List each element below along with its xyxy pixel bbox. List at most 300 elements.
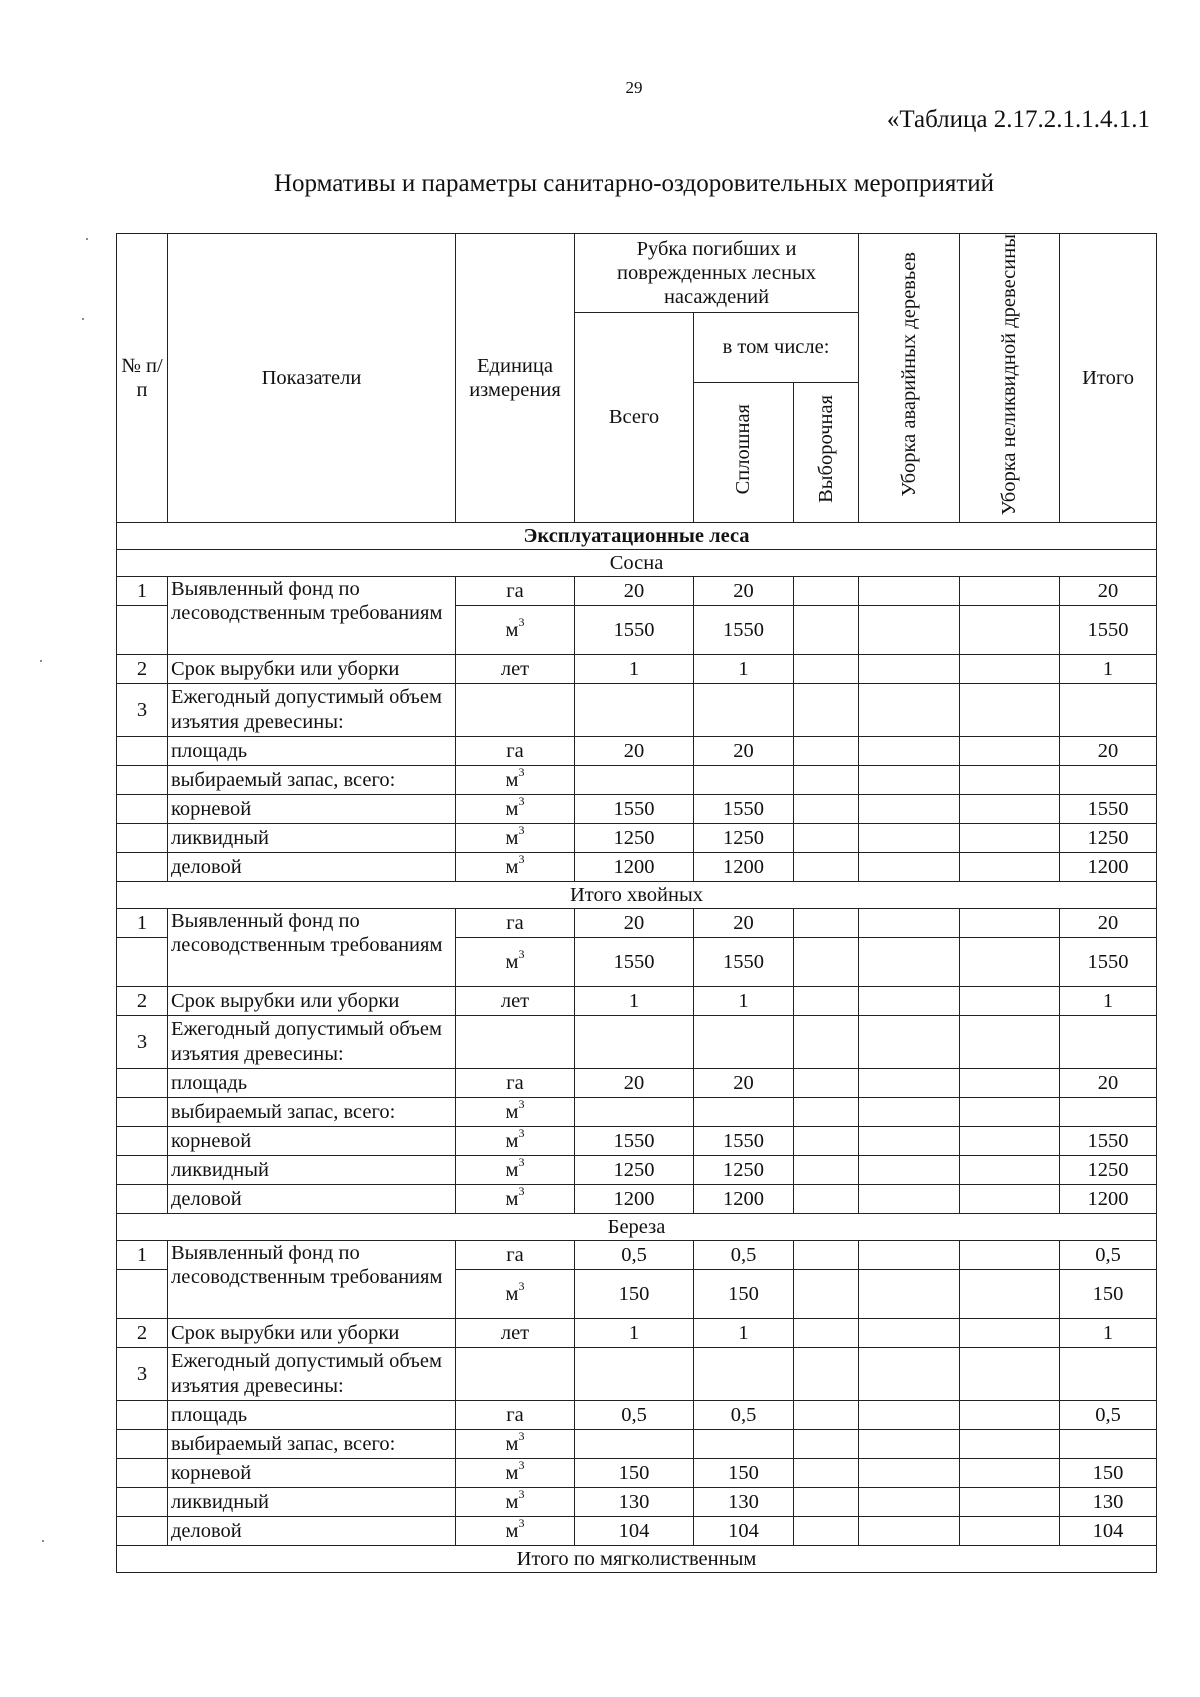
cell-splosh [694, 1097, 794, 1126]
unit-text: м [505, 768, 519, 791]
header-unit: Единица измерения [456, 234, 575, 523]
header-emergency-cell [859, 234, 960, 523]
cell-avar [859, 1516, 960, 1545]
group-title: Сосна [117, 549, 1157, 576]
cell-vsego: 1200 [575, 1184, 694, 1213]
row-num [117, 937, 168, 986]
cell-avar [859, 605, 960, 654]
row-label: деловой [168, 852, 456, 881]
table-row [117, 1487, 1157, 1516]
table-row [117, 1458, 1157, 1487]
unit-text: м [505, 1282, 519, 1305]
cell-avar [859, 852, 960, 881]
table-row [117, 1347, 1157, 1400]
unit-exponent: 3 [518, 1125, 525, 1140]
cell-splosh: 150 [694, 1269, 794, 1318]
cell-splosh [694, 683, 794, 736]
cell-avar [859, 576, 960, 605]
row-label: площадь [168, 736, 456, 765]
table-row [117, 736, 1157, 765]
unit-exponent: 3 [518, 1278, 525, 1293]
row-unit [456, 1097, 575, 1126]
cell-vsego: 1550 [575, 1126, 694, 1155]
cell-vyb [794, 1269, 859, 1318]
cell-vyb [794, 1155, 859, 1184]
row-num: 3 [117, 1015, 168, 1068]
header-num: № п/п [117, 234, 168, 523]
cell-nelik [960, 852, 1060, 881]
cell-itogo: 1550 [1060, 937, 1157, 986]
cell-vyb [794, 1400, 859, 1429]
cell-itogo: 1200 [1060, 852, 1157, 881]
table-row [117, 1516, 1157, 1545]
cell-splosh: 130 [694, 1487, 794, 1516]
row-unit [456, 1126, 575, 1155]
row-unit [456, 1347, 575, 1400]
cell-nelik [960, 937, 1060, 986]
row-num [117, 1126, 168, 1155]
cell-nelik [960, 683, 1060, 736]
unit-text: га [506, 1403, 524, 1426]
unit-text: м [505, 797, 519, 820]
cell-itogo: 0,5 [1060, 1400, 1157, 1429]
row-unit [456, 1240, 575, 1269]
cell-itogo [1060, 1347, 1157, 1400]
cell-vyb [794, 654, 859, 683]
unit-exponent: 3 [518, 1515, 525, 1530]
row-num: 3 [117, 683, 168, 736]
header-clear: Сплошная [732, 403, 755, 495]
cell-splosh: 1 [694, 1318, 794, 1347]
cell-vsego: 1550 [575, 605, 694, 654]
row-unit [456, 986, 575, 1015]
cell-vyb [794, 823, 859, 852]
cell-nelik [960, 1269, 1060, 1318]
row-unit [456, 937, 575, 986]
cell-splosh: 1550 [694, 605, 794, 654]
cell-splosh: 20 [694, 1068, 794, 1097]
cell-splosh [694, 765, 794, 794]
document-title: Нормативы и параметры санитарно-оздоровительных мероприятий [273, 170, 995, 197]
cell-nelik [960, 1184, 1060, 1213]
cell-itogo: 104 [1060, 1516, 1157, 1545]
cell-vyb [794, 1347, 859, 1400]
row-label-part: Выявленный фонд по [171, 909, 360, 932]
cell-avar [859, 1458, 960, 1487]
unit-text: м [505, 826, 519, 849]
row-unit [456, 1155, 575, 1184]
table-row [117, 852, 1157, 881]
cell-nelik [960, 1347, 1060, 1400]
cell-nelik [960, 1400, 1060, 1429]
cell-splosh: 1250 [694, 1155, 794, 1184]
row-label: корневой [168, 1458, 456, 1487]
cell-vsego: 1250 [575, 823, 694, 852]
cell-vyb [794, 1240, 859, 1269]
cell-itogo: 1 [1060, 986, 1157, 1015]
cell-nelik [960, 1068, 1060, 1097]
row-label: деловой [168, 1184, 456, 1213]
cell-itogo: 1550 [1060, 605, 1157, 654]
unit-exponent: 3 [518, 1486, 525, 1501]
row-label-part: лесоводственным требованиям [171, 1265, 443, 1288]
cell-avar [859, 1400, 960, 1429]
row-unit [456, 1015, 575, 1068]
row-num [117, 1458, 168, 1487]
cell-avar [859, 1126, 960, 1155]
cell-splosh: 1 [694, 986, 794, 1015]
table-row [117, 1068, 1157, 1097]
row-unit [456, 1516, 575, 1545]
row-num [117, 765, 168, 794]
row-num [117, 1097, 168, 1126]
cell-vsego [575, 765, 694, 794]
cell-vsego: 130 [575, 1487, 694, 1516]
row-unit [456, 852, 575, 881]
unit-text: м [505, 1519, 519, 1542]
cell-vyb [794, 576, 859, 605]
table-row [117, 1240, 1157, 1269]
row-num [117, 1068, 168, 1097]
unit-text: м [505, 1432, 519, 1455]
unit-text: лет [500, 989, 530, 1012]
row-label: ликвидный [168, 1487, 456, 1516]
cell-avar [859, 1429, 960, 1458]
unit-text: лет [500, 657, 530, 680]
row-label: корневой [168, 794, 456, 823]
unit-exponent: 3 [518, 793, 525, 808]
group-title: Береза [117, 1213, 1157, 1240]
unit-text: м [505, 1100, 519, 1123]
cell-itogo [1060, 1097, 1157, 1126]
cell-vsego: 1250 [575, 1155, 694, 1184]
unit-text: га [506, 911, 524, 934]
cell-nelik [960, 654, 1060, 683]
row-num [117, 1155, 168, 1184]
header-illiquid: Уборка неликвидной древесины [998, 234, 1021, 516]
unit-text: м [505, 1129, 519, 1152]
row-label: Ежегодный допустимый объем изъятия древесины: [168, 1015, 456, 1068]
table-row [117, 654, 1157, 683]
cell-splosh: 1550 [694, 794, 794, 823]
row-unit [456, 1400, 575, 1429]
row-unit [456, 908, 575, 937]
row-label-part: лесоводственным требованиям [171, 933, 443, 956]
row-label: корневой [168, 1126, 456, 1155]
table-row [117, 765, 1157, 794]
cell-itogo: 1200 [1060, 1184, 1157, 1213]
table-row [117, 1126, 1157, 1155]
cell-vyb [794, 1429, 859, 1458]
cell-vsego: 150 [575, 1269, 694, 1318]
cell-nelik [960, 1015, 1060, 1068]
cell-nelik [960, 986, 1060, 1015]
cell-avar [859, 1269, 960, 1318]
unit-text: м [505, 1490, 519, 1513]
cell-itogo [1060, 683, 1157, 736]
cell-vyb [794, 765, 859, 794]
cell-avar [859, 986, 960, 1015]
row-unit [456, 576, 575, 605]
table-row [117, 986, 1157, 1015]
cell-vyb [794, 605, 859, 654]
cell-vyb [794, 1068, 859, 1097]
cell-vyb [794, 908, 859, 937]
header-total: Итого [1060, 234, 1157, 523]
table-row [117, 1184, 1157, 1213]
unit-exponent: 3 [518, 764, 525, 779]
row-label [168, 576, 456, 654]
cell-nelik [960, 576, 1060, 605]
header-selective: Выборочная [814, 395, 837, 503]
row-unit [456, 823, 575, 852]
cell-splosh: 1250 [694, 823, 794, 852]
row-num [117, 823, 168, 852]
cell-vyb [794, 852, 859, 881]
cell-vsego: 0,5 [575, 1240, 694, 1269]
header-emergency: Уборка аварийных деревьев [897, 252, 920, 498]
cell-splosh: 150 [694, 1458, 794, 1487]
unit-exponent: 3 [518, 946, 525, 961]
row-num [117, 1184, 168, 1213]
cell-itogo: 20 [1060, 736, 1157, 765]
cell-nelik [960, 823, 1060, 852]
unit-exponent: 3 [518, 822, 525, 837]
unit-exponent: 3 [518, 1183, 525, 1198]
cell-vyb [794, 986, 859, 1015]
cell-vsego: 1 [575, 1318, 694, 1347]
section-trailing: Итого по мягколиственным [117, 1545, 1157, 1572]
cell-splosh: 1550 [694, 937, 794, 986]
cell-vyb [794, 1458, 859, 1487]
row-num: 1 [117, 908, 168, 937]
row-label: деловой [168, 1516, 456, 1545]
row-num [117, 605, 168, 654]
cell-nelik [960, 1458, 1060, 1487]
row-num [117, 1487, 168, 1516]
table-row [117, 1155, 1157, 1184]
unit-text: га [506, 1243, 524, 1266]
cell-avar [859, 1097, 960, 1126]
cell-avar [859, 1184, 960, 1213]
cell-vsego: 20 [575, 1068, 694, 1097]
table-row [117, 683, 1157, 736]
cell-itogo: 150 [1060, 1269, 1157, 1318]
cell-vsego: 1550 [575, 937, 694, 986]
cell-itogo: 1 [1060, 1318, 1157, 1347]
unit-exponent: 3 [518, 1096, 525, 1111]
row-label: ликвидный [168, 823, 456, 852]
row-num [117, 1269, 168, 1318]
unit-exponent: 3 [518, 1154, 525, 1169]
row-label: Ежегодный допустимый объем изъятия древесины: [168, 683, 456, 736]
cell-splosh: 20 [694, 908, 794, 937]
unit-exponent: 3 [518, 851, 525, 866]
table-row [117, 1429, 1157, 1458]
cell-vsego: 1550 [575, 794, 694, 823]
header-illiquid-cell [960, 234, 1060, 523]
cell-nelik [960, 1097, 1060, 1126]
cell-vyb [794, 794, 859, 823]
row-unit [456, 765, 575, 794]
unit-text: м [505, 618, 519, 641]
cell-itogo: 130 [1060, 1487, 1157, 1516]
cell-vyb [794, 1516, 859, 1545]
cell-avar [859, 1015, 960, 1068]
cell-itogo: 20 [1060, 908, 1157, 937]
cell-avar [859, 1240, 960, 1269]
cell-splosh [694, 1429, 794, 1458]
cell-vyb [794, 1487, 859, 1516]
row-num [117, 852, 168, 881]
cell-vyb [794, 1318, 859, 1347]
cell-nelik [960, 736, 1060, 765]
cell-vsego: 150 [575, 1458, 694, 1487]
cell-vyb [794, 937, 859, 986]
table-row [117, 576, 1157, 605]
cell-avar [859, 908, 960, 937]
row-num: 2 [117, 986, 168, 1015]
row-unit [456, 736, 575, 765]
cell-nelik [960, 1126, 1060, 1155]
cell-splosh: 0,5 [694, 1400, 794, 1429]
cell-itogo: 1 [1060, 654, 1157, 683]
cell-vsego [575, 683, 694, 736]
cell-itogo [1060, 765, 1157, 794]
cell-itogo: 0,5 [1060, 1240, 1157, 1269]
header-selective-cell [794, 382, 859, 522]
cell-itogo: 1550 [1060, 794, 1157, 823]
norms-table [116, 233, 1157, 1573]
cell-nelik [960, 1240, 1060, 1269]
row-unit [456, 1458, 575, 1487]
cell-avar [859, 765, 960, 794]
header-clear-cell [694, 382, 794, 522]
unit-text: га [506, 579, 524, 602]
cell-itogo: 1250 [1060, 1155, 1157, 1184]
row-label [168, 908, 456, 986]
row-num: 2 [117, 1318, 168, 1347]
row-label-part: Выявленный фонд по [171, 1241, 360, 1264]
cell-itogo: 1550 [1060, 1126, 1157, 1155]
row-num [117, 1516, 168, 1545]
row-num [117, 1429, 168, 1458]
table-label: «Таблица 2.17.2.1.1.4.1.1 [886, 106, 1150, 133]
cell-nelik [960, 1155, 1060, 1184]
cell-splosh: 0,5 [694, 1240, 794, 1269]
cell-vsego: 0,5 [575, 1400, 694, 1429]
row-label-part: Выявленный фонд по [171, 577, 360, 600]
row-label [168, 1240, 456, 1318]
row-num [117, 794, 168, 823]
cell-vyb [794, 683, 859, 736]
row-unit [456, 683, 575, 736]
cell-avar [859, 1318, 960, 1347]
cell-itogo: 20 [1060, 576, 1157, 605]
section-main: Эксплуатационные леса [117, 522, 1157, 549]
unit-text: м [505, 1461, 519, 1484]
cell-itogo: 150 [1060, 1458, 1157, 1487]
cell-splosh: 20 [694, 576, 794, 605]
cell-vsego: 20 [575, 576, 694, 605]
group-title: Итого хвойных [117, 881, 1157, 908]
row-label: Срок вырубки или уборки [168, 654, 456, 683]
row-label: Срок вырубки или уборки [168, 1318, 456, 1347]
cell-vsego: 104 [575, 1516, 694, 1545]
cell-itogo [1060, 1429, 1157, 1458]
cell-avar [859, 1347, 960, 1400]
row-unit [456, 794, 575, 823]
row-num [117, 736, 168, 765]
row-unit [456, 1429, 575, 1458]
cell-vyb [794, 1097, 859, 1126]
cell-vsego [575, 1015, 694, 1068]
row-num: 1 [117, 1240, 168, 1269]
cell-splosh: 1200 [694, 1184, 794, 1213]
row-unit [456, 1318, 575, 1347]
cell-avar [859, 823, 960, 852]
cell-nelik [960, 1516, 1060, 1545]
cell-vsego: 1200 [575, 852, 694, 881]
cell-avar [859, 683, 960, 736]
unit-text: м [505, 855, 519, 878]
table-row [117, 1097, 1157, 1126]
cell-vsego [575, 1429, 694, 1458]
cell-splosh: 20 [694, 736, 794, 765]
cell-itogo: 20 [1060, 1068, 1157, 1097]
cell-splosh [694, 1347, 794, 1400]
unit-text: м [505, 1187, 519, 1210]
table-body [117, 234, 1157, 1573]
cell-vsego: 20 [575, 736, 694, 765]
cell-splosh: 1200 [694, 852, 794, 881]
row-num [117, 1400, 168, 1429]
row-num: 2 [117, 654, 168, 683]
cell-vsego [575, 1347, 694, 1400]
cell-nelik [960, 765, 1060, 794]
cell-nelik [960, 1318, 1060, 1347]
table-row [117, 1400, 1157, 1429]
unit-text: м [505, 950, 519, 973]
cell-avar [859, 654, 960, 683]
header-total-all: Всего [575, 313, 694, 523]
row-label: Ежегодный допустимый объем изъятия древесины: [168, 1347, 456, 1400]
cell-vyb [794, 736, 859, 765]
header-indicator: Показатели [168, 234, 456, 523]
cell-vyb [794, 1015, 859, 1068]
cell-vyb [794, 1126, 859, 1155]
cell-itogo [1060, 1015, 1157, 1068]
unit-exponent: 3 [518, 1428, 525, 1443]
table-row [117, 908, 1157, 937]
row-label: Срок вырубки или уборки [168, 986, 456, 1015]
cell-avar [859, 736, 960, 765]
cell-vsego: 1 [575, 654, 694, 683]
page-number: 29 [625, 78, 643, 97]
cell-vsego [575, 1097, 694, 1126]
row-unit [456, 1487, 575, 1516]
row-label: площадь [168, 1400, 456, 1429]
cell-avar [859, 937, 960, 986]
cell-vyb [794, 1184, 859, 1213]
row-num: 3 [117, 1347, 168, 1400]
row-num: 1 [117, 576, 168, 605]
cell-splosh [694, 1015, 794, 1068]
cell-avar [859, 1487, 960, 1516]
cell-avar [859, 1068, 960, 1097]
table-row [117, 794, 1157, 823]
unit-text: м [505, 1158, 519, 1181]
